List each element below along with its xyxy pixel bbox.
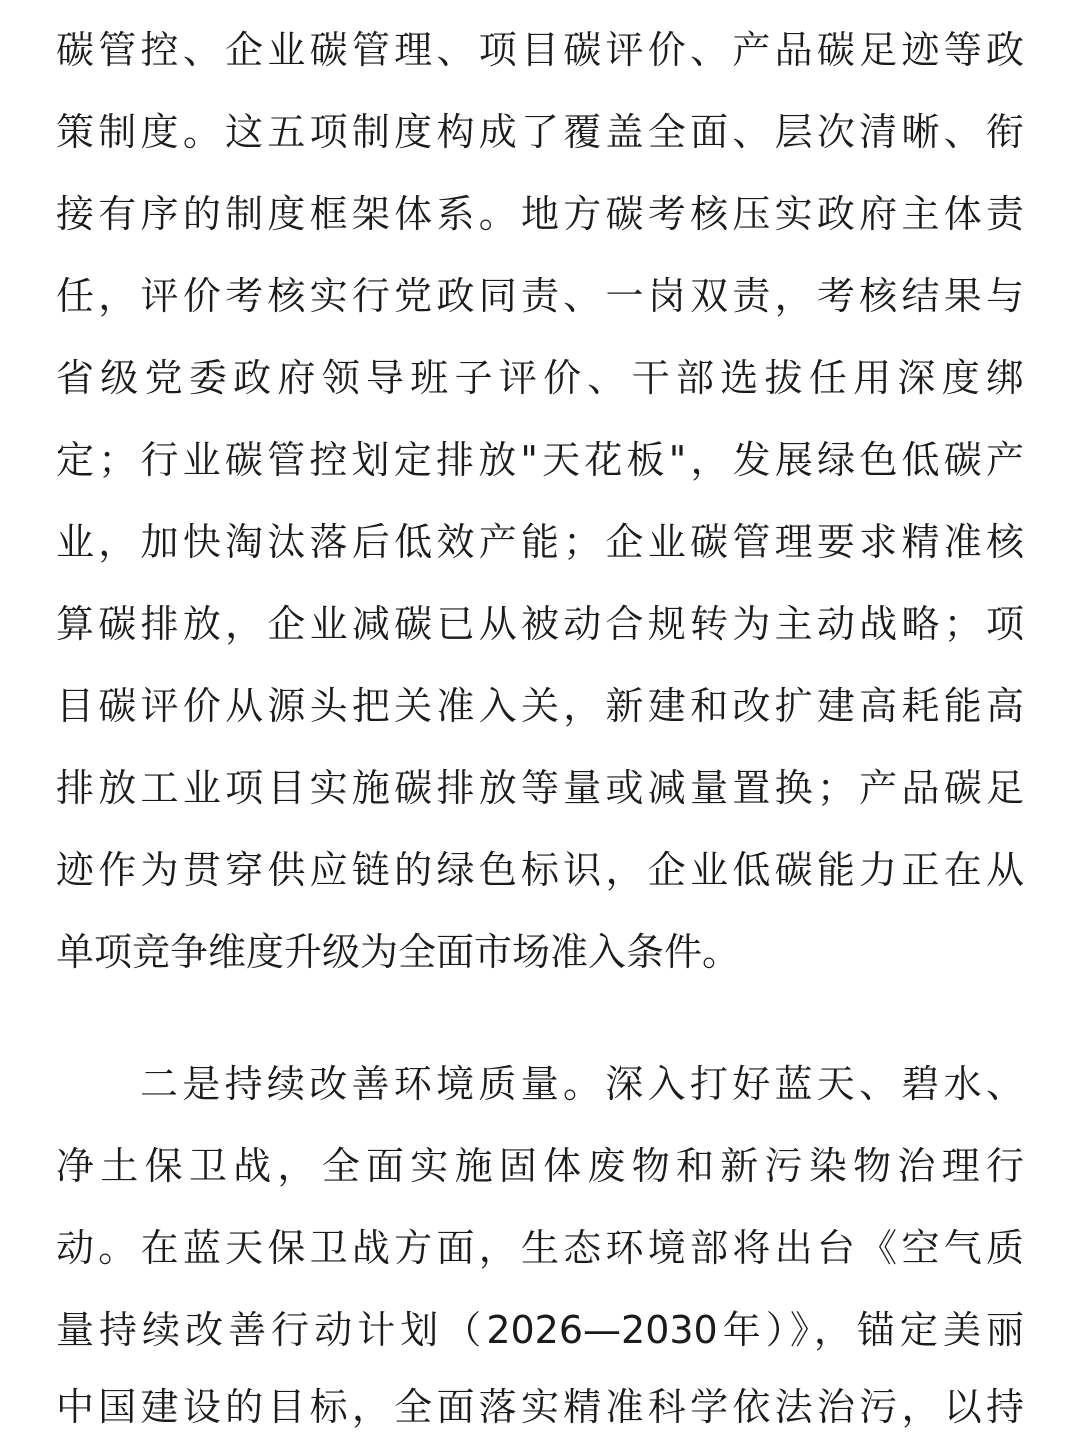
paragraph-line: 净土保卫战，全面实施固体废物和新污染物治理行: [56, 1144, 1024, 1188]
paragraph-line: 量持续改善行动计划（2026—2030年）》，锚定美丽: [56, 1308, 1024, 1352]
paragraph-line: 接有序的制度框架体系。地方碳考核压实政府主体责: [56, 192, 1024, 236]
paragraph-line: 排放工业项目实施碳排放等量或减量置换；产品碳足: [56, 766, 1024, 810]
paragraph-line: 省级党委政府领导班子评价、干部选拔任用深度绑: [56, 356, 1024, 400]
paragraph-line: 迹作为贯穿供应链的绿色标识，企业低碳能力正在从: [56, 848, 1024, 892]
paragraph-line: 算碳排放，企业减碳已从被动合规转为主动战略；项: [56, 602, 1024, 646]
paragraph-line: 目碳评价从源头把关准入关，新建和改扩建高耗能高: [56, 684, 1024, 728]
paragraph-line: 碳管控、企业碳管理、项目碳评价、产品碳足迹等政: [56, 28, 1024, 72]
paragraph-line: 动。在蓝天保卫战方面，生态环境部将出台《空气质: [56, 1226, 1024, 1270]
paragraph-line: 任，评价考核实行党政同责、一岗双责，考核结果与: [56, 274, 1024, 318]
paragraph-line: 业，加快淘汰落后低效产能；企业碳管理要求精准核: [56, 520, 1024, 564]
paragraph-line: 单项竞争维度升级为全面市场准入条件。: [56, 930, 741, 974]
paragraph-line: 中国建设的目标，全面落实精准科学依法治污，以持: [56, 1385, 1024, 1429]
paragraph-line: 策制度。这五项制度构成了覆盖全面、层次清晰、衔: [56, 110, 1024, 154]
paragraph-line: 定；行业碳管控划定排放"天花板"，发展绿色低碳产: [56, 438, 1024, 482]
paragraph-line: 二是持续改善环境质量。深入打好蓝天、碧水、: [140, 1062, 1024, 1106]
